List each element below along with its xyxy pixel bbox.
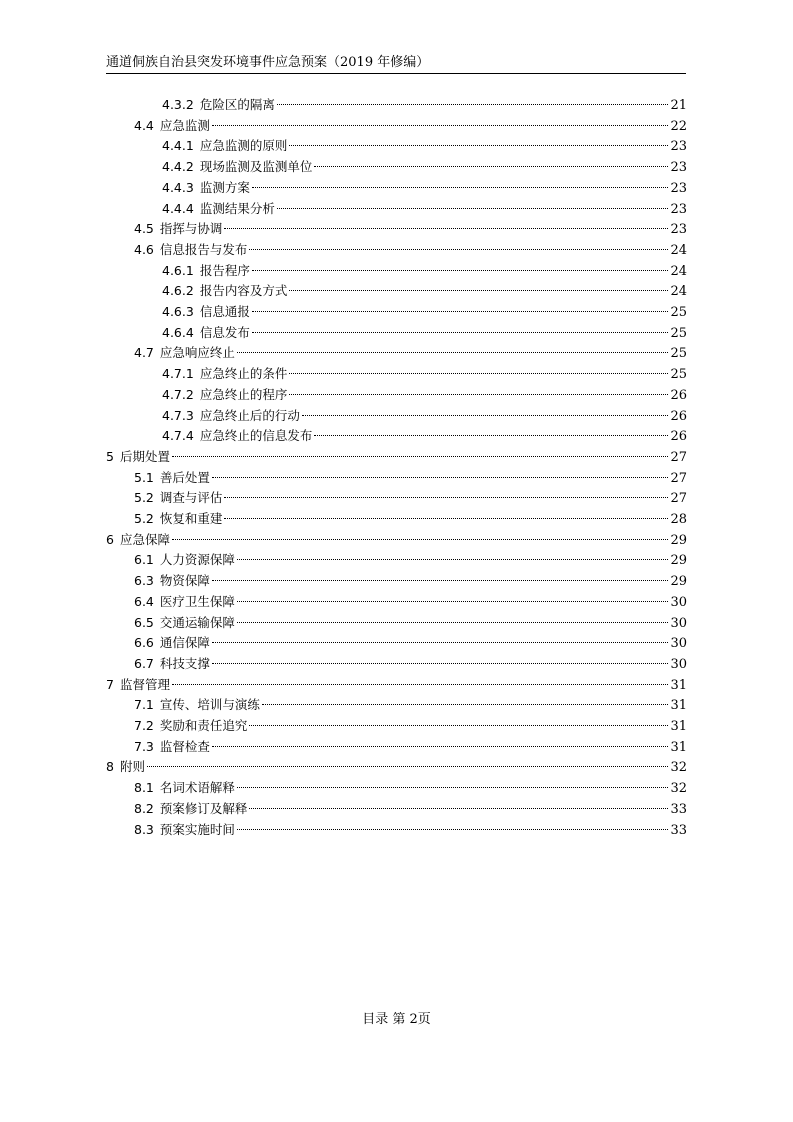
toc-entry [162, 426, 687, 446]
toc-entry [134, 633, 687, 653]
toc-entry-page: 27 [670, 471, 687, 486]
toc-entry-title: 应急终止的信息发布 [199, 428, 313, 443]
toc-entry-page: 31 [670, 678, 687, 693]
toc-entry-number: 4.6.4 [162, 325, 194, 340]
toc-entry-number: 4.7.4 [162, 428, 194, 443]
toc-entry-number: 7.3 [134, 739, 154, 754]
toc-entry-number: 4.7 [134, 345, 154, 360]
toc-entry [106, 530, 687, 550]
toc-entry-number: 4.7.3 [162, 408, 194, 423]
toc-entry-number: 4.4.1 [162, 138, 194, 153]
dot-leader [237, 559, 669, 560]
toc-entry-title: 报告程序 [199, 263, 250, 278]
toc-entry-title: 应急响应终止 [159, 345, 235, 360]
toc-entry-title: 监督管理 [119, 677, 170, 692]
dot-leader [252, 332, 669, 333]
dot-leader [252, 187, 669, 188]
toc-entry-title: 监督检查 [159, 739, 210, 754]
toc-entry [162, 178, 687, 198]
toc-entry [134, 550, 687, 570]
toc-entry-title: 应急监测的原则 [199, 138, 288, 153]
toc-entry [134, 592, 687, 612]
dot-leader [249, 808, 668, 809]
toc-entry-page: 31 [670, 719, 687, 734]
toc-entry-page: 22 [670, 119, 687, 134]
toc-entry-number: 5.1 [134, 470, 154, 485]
dot-leader [212, 663, 669, 664]
dot-leader [237, 601, 669, 602]
toc-entry-number: 4.6.2 [162, 283, 194, 298]
toc-entry-page: 30 [670, 636, 687, 651]
dot-leader [252, 270, 669, 271]
dot-leader [289, 290, 668, 291]
toc-entry-title: 物资保障 [159, 573, 210, 588]
toc-entry-page: 30 [670, 595, 687, 610]
toc-entry-title: 预案实施时间 [159, 822, 235, 837]
dot-leader [237, 787, 669, 788]
toc-entry-page: 24 [670, 284, 687, 299]
toc-entry-number: 4.5 [134, 221, 154, 236]
toc-entry [134, 468, 687, 488]
toc-entry-page: 26 [670, 429, 687, 444]
toc-entry-number: 4.3.2 [162, 97, 194, 112]
toc-entry [162, 199, 687, 219]
running-header: 通道侗族自治县突发环境事件应急预案（2019 年修编） [106, 55, 430, 70]
dot-leader [289, 394, 668, 395]
toc-entry-title: 附则 [119, 759, 145, 774]
toc-entry-page: 25 [670, 367, 687, 382]
toc-entry-title: 宣传、培训与演练 [159, 697, 260, 712]
dot-leader [172, 684, 668, 685]
dot-leader [314, 435, 668, 436]
toc-entry-number: 4.6 [134, 242, 154, 257]
dot-leader [314, 166, 668, 167]
toc-entry [162, 385, 687, 405]
toc-entry-title: 预案修订及解释 [159, 801, 248, 816]
toc-entry-page: 31 [670, 740, 687, 755]
toc-entry-number: 4.7.1 [162, 366, 194, 381]
toc-entry-title: 通信保障 [159, 635, 210, 650]
toc-entry-title: 信息报告与发布 [159, 242, 248, 257]
toc-entry-number: 7.1 [134, 697, 154, 712]
toc-entry-title: 监测结果分析 [199, 201, 275, 216]
toc-entry [134, 799, 687, 819]
page-footer: 目录 第 2页 [362, 1012, 431, 1027]
toc-entry-page: 27 [670, 450, 687, 465]
dot-leader [262, 704, 669, 705]
toc-entry-title: 信息发布 [199, 325, 250, 340]
dot-leader [147, 766, 668, 767]
dot-leader [289, 145, 668, 146]
toc-entry [162, 406, 687, 426]
toc-entry [106, 757, 687, 777]
toc-entry [106, 447, 687, 467]
dot-leader [237, 352, 669, 353]
toc-entry [162, 95, 687, 115]
toc-entry [134, 716, 687, 736]
toc-entry [162, 302, 687, 322]
toc-entry-title: 应急终止后的行动 [199, 408, 300, 423]
toc-entry-page: 25 [670, 305, 687, 320]
toc-entry-page: 29 [670, 553, 687, 568]
toc-entry-title: 科技支撑 [159, 656, 210, 671]
toc-entry [134, 509, 687, 529]
toc-entry [162, 364, 687, 384]
toc-entry-page: 21 [670, 98, 687, 113]
toc-entry-page: 27 [670, 491, 687, 506]
toc-entry-title: 指挥与协调 [159, 221, 223, 236]
dot-leader [289, 373, 668, 374]
toc-entry-page: 32 [670, 760, 687, 775]
toc-entry [134, 571, 687, 591]
dot-leader [172, 456, 668, 457]
toc-entry-page: 33 [670, 823, 687, 838]
dot-leader [224, 497, 668, 498]
toc-entry-title: 后期处置 [119, 449, 170, 464]
dot-leader [252, 311, 669, 312]
toc-entry-number: 4.7.2 [162, 387, 194, 402]
toc-entry-title: 监测方案 [199, 180, 250, 195]
toc-entry [134, 820, 687, 840]
toc-entry-number: 7.2 [134, 718, 154, 733]
toc-entry [162, 261, 687, 281]
toc-entry-page: 25 [670, 346, 687, 361]
toc-entry [134, 488, 687, 508]
toc-entry [134, 343, 687, 363]
dot-leader [237, 622, 669, 623]
toc-entry-page: 29 [670, 574, 687, 589]
toc-entry-title: 现场监测及监测单位 [199, 159, 313, 174]
toc-entry-number: 5.2 [134, 490, 154, 505]
toc-entry-title: 信息通报 [199, 304, 250, 319]
toc-entry-title: 名词术语解释 [159, 780, 235, 795]
toc-entry-page: 31 [670, 698, 687, 713]
header-rule [106, 73, 686, 74]
toc-entry [134, 219, 687, 239]
toc-entry-number: 6.1 [134, 552, 154, 567]
dot-leader [212, 477, 669, 478]
toc-entry-number: 5.2 [134, 511, 154, 526]
toc-entry-title: 医疗卫生保障 [159, 594, 235, 609]
toc-entry-page: 24 [670, 264, 687, 279]
toc-entry-page: 23 [670, 160, 687, 175]
dot-leader [224, 518, 668, 519]
toc-entry [162, 136, 687, 156]
toc-entry-number: 4.6.3 [162, 304, 194, 319]
toc-entry-number: 7 [106, 677, 114, 692]
toc-entry-page: 24 [670, 243, 687, 258]
toc-entry-title: 应急终止的程序 [199, 387, 288, 402]
toc-entry-title: 应急保障 [119, 532, 170, 547]
toc-entry-page: 25 [670, 326, 687, 341]
toc-entry-page: 28 [670, 512, 687, 527]
toc-entry-page: 30 [670, 657, 687, 672]
toc-entry-page: 33 [670, 802, 687, 817]
toc-entry [134, 778, 687, 798]
toc-entry-number: 5 [106, 449, 114, 464]
toc-entry [162, 157, 687, 177]
toc-entry-number: 8.2 [134, 801, 154, 816]
toc-entry-page: 29 [670, 533, 687, 548]
dot-leader [277, 208, 669, 209]
toc-entry-title: 善后处置 [159, 470, 210, 485]
toc-entry [162, 323, 687, 343]
dot-leader [237, 829, 669, 830]
toc-entry-title: 应急终止的条件 [199, 366, 288, 381]
dot-leader [249, 725, 668, 726]
toc-entry-title: 交通运输保障 [159, 615, 235, 630]
dot-leader [172, 539, 668, 540]
toc-entry-page: 26 [670, 388, 687, 403]
dot-leader [212, 746, 669, 747]
dot-leader [212, 125, 669, 126]
toc-entry [134, 695, 687, 715]
toc-entry-title: 危险区的隔离 [199, 97, 275, 112]
toc-entry-page: 23 [670, 222, 687, 237]
dot-leader [212, 580, 669, 581]
toc-entry-number: 6.6 [134, 635, 154, 650]
toc-entry [162, 281, 687, 301]
toc-entry-number: 8.1 [134, 780, 154, 795]
toc-entry-title: 调查与评估 [159, 490, 223, 505]
toc-entry [106, 675, 687, 695]
toc-entry-title: 恢复和重建 [159, 511, 223, 526]
dot-leader [212, 642, 669, 643]
toc-entry-title: 人力资源保障 [159, 552, 235, 567]
toc-entry-number: 4.4.3 [162, 180, 194, 195]
toc-entry [134, 613, 687, 633]
toc-entry-number: 4.6.1 [162, 263, 194, 278]
toc-entry-number: 6.7 [134, 656, 154, 671]
toc-entry-page: 23 [670, 202, 687, 217]
dot-leader [277, 104, 669, 105]
toc-entry-page: 23 [670, 181, 687, 196]
toc-entry-number: 6.5 [134, 615, 154, 630]
toc-entry [134, 116, 687, 136]
toc-entry-number: 4.4 [134, 118, 154, 133]
toc-entry-number: 4.4.4 [162, 201, 194, 216]
dot-leader [302, 415, 669, 416]
toc-entry-page: 26 [670, 409, 687, 424]
toc-entry-number: 8 [106, 759, 114, 774]
toc-entry [134, 240, 687, 260]
toc-entry [134, 654, 687, 674]
dot-leader [224, 228, 668, 229]
toc-entry-title: 奖励和责任追究 [159, 718, 248, 733]
toc-entry-number: 6 [106, 532, 114, 547]
toc-entry-number: 6.3 [134, 573, 154, 588]
toc-entry-title: 报告内容及方式 [199, 283, 288, 298]
toc-entry-number: 6.4 [134, 594, 154, 609]
toc-entry-page: 23 [670, 139, 687, 154]
toc-entry-page: 30 [670, 616, 687, 631]
toc-entry-number: 8.3 [134, 822, 154, 837]
toc-entry-number: 4.4.2 [162, 159, 194, 174]
toc-entry [134, 737, 687, 757]
toc-entry-page: 32 [670, 781, 687, 796]
dot-leader [249, 249, 668, 250]
toc-entry-title: 应急监测 [159, 118, 210, 133]
